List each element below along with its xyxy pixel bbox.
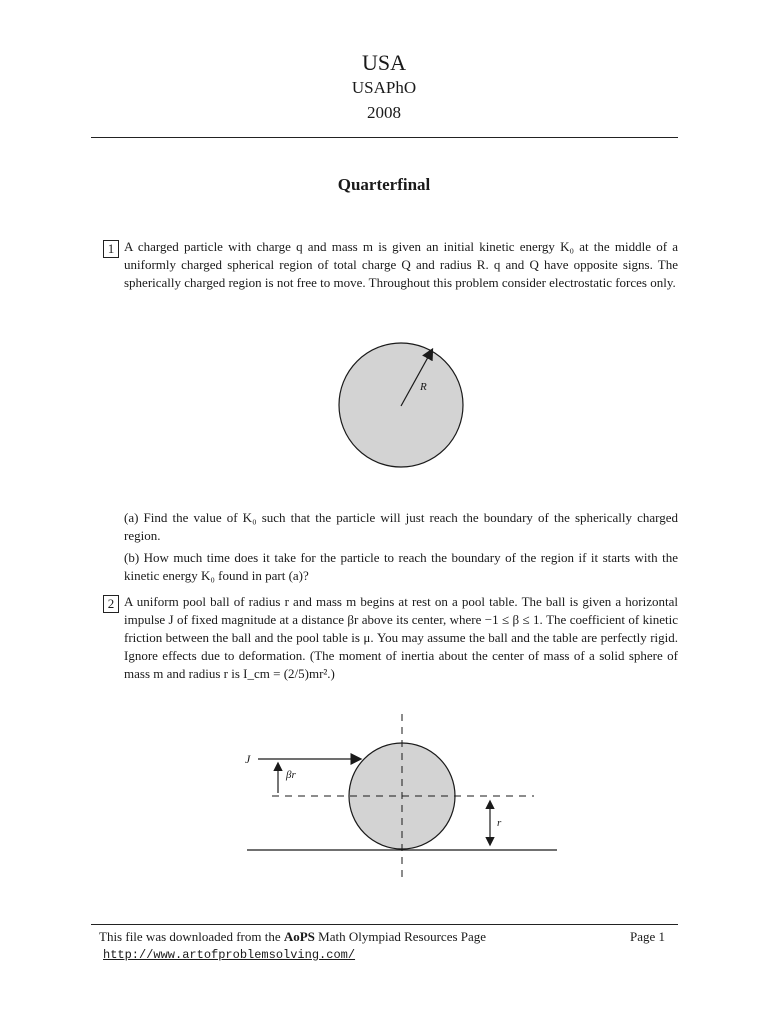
footer-url-link[interactable]: http://www.artofproblemsolving.com/ — [103, 948, 356, 962]
problem-1-text: A charged particle with charge q and mass m is given an initial kinetic energy K₀ at the middle of a uniformly charged spherical region of total charge Q and radius R. q and Q have opposite signs. The spherically charged region is not free to move. Throughout this problem consider electrostatic forces only. — [124, 239, 678, 290]
radius-label: R — [420, 381, 427, 393]
problem-number-1: 1 — [103, 240, 119, 258]
country-title: USA — [361, 50, 406, 75]
problem-number-2: 2 — [103, 595, 119, 613]
problem-1-part-b: (b) How much time does it take for the particle to reach the boundary of the region if it starts with the kinetic energy K₀ found in part (a)? — [124, 550, 678, 583]
problem-2-text: A uniform pool ball of radius r and mass m begins at rest on a pool table. The ball is given a horizontal impulse J of fixed magnitude at a distance βr above its center, where −1 ≤ β ≤ 1. The coefficient of kinetic friction between the ball and the pool table is μ. You may assume the ball and the table are perfectly rigid. Ignore effects due to deformation. (The moment of inertia about the center of mass of a solid sphere of mass m and radius r is I_cm = (2/5)mr².) — [124, 594, 678, 681]
problem-1-part-a: (a) Find the value of K₀ such that the particle will just reach the boundary of the spherically charged region. — [124, 510, 678, 543]
footer-download-note — [99, 929, 486, 945]
radius-label: r — [497, 817, 502, 829]
pool-ball-figure — [240, 712, 560, 882]
section-title: Quarterfinal — [337, 175, 431, 194]
year-title: 2008 — [367, 103, 401, 122]
footer-prefix: This file was downloaded from the — [99, 929, 284, 944]
contest-title: USAPhO — [351, 78, 417, 97]
page-number: Page 1 — [630, 929, 666, 944]
sphere-figure — [338, 340, 466, 470]
impulse-label: J — [245, 752, 251, 766]
footer-rule — [91, 924, 678, 925]
offset-label: βr — [286, 769, 296, 781]
footer-brand: AoPS — [283, 929, 315, 944]
header-rule — [91, 137, 678, 138]
footer-suffix: Math Olympiad Resources Page — [314, 929, 487, 944]
